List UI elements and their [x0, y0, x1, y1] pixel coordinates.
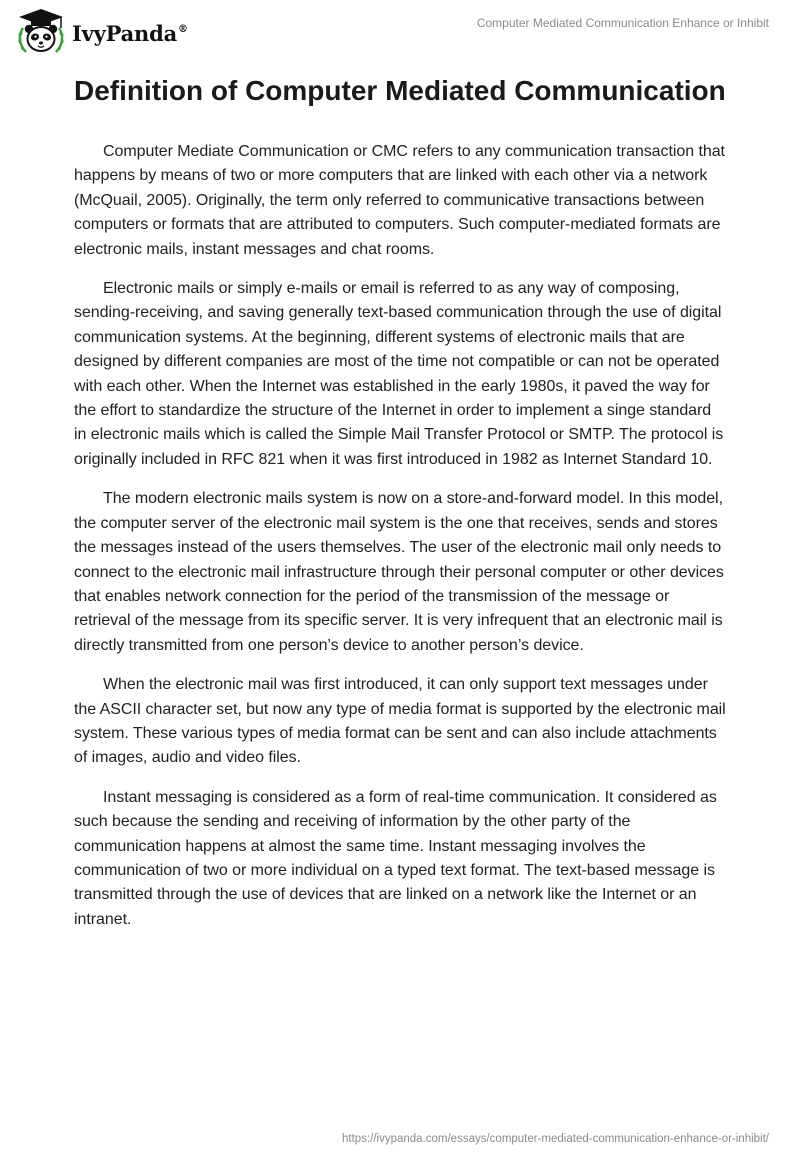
panda-graduate-icon	[14, 8, 68, 56]
logo-wordmark: IvyPanda®	[72, 20, 188, 46]
paragraph-3: The modern electronic mails system is now on a store-and-forward model. In this model, the computer server of the electronic mail system is the one that receives, sends and stores the messages instead of the users themselves. The user of the electronic mail only needs to connect to the electronic mail infrastructure through their personal computer or other devices that enables network connection for the period of the transmission of the message or retrieval of the message from its specific server. It is very infrequent that an electronic mail is directly transmitted from one person’s device to another person’s device.	[74, 490, 724, 654]
ivypanda-logo[interactable]	[14, 8, 188, 56]
paragraph-1: Computer Mediate Communication or CMC refers to any communication transaction that happens by means of two or more computers that are linked with each other via a network (McQuail, 2005). Originally, the term only referred to communicative transactions between computers or formats that are attributed to computers. Such computer-mediated formats are electronic mails, instant messages and chat rooms.	[74, 143, 725, 258]
page-title: Definition of Computer Mediated Communication	[74, 75, 726, 106]
article-body	[74, 72, 726, 947]
running-title: Computer Mediated Communication Enhance or Inhibit	[476, 16, 769, 30]
source-url-link[interactable]: https://ivypanda.com/essays/computer-mediated-communication-enhance-or-inhibit/	[342, 1133, 769, 1145]
paragraph-4: When the electronic mail was first introduced, it can only support text messages under the ASCII character set, but now any type of media format is supported by the electronic mail system. These various types of media format can be sent and can also include attachments of images, audio and video files.	[74, 676, 726, 767]
paragraph-5: Instant messaging is considered as a form of real-time communication. It considered as such because the sending and receiving of information by the other party of the communication happens at almost the same time. Instant messaging involves the communication of two or more individual on a typed text format. The text-based message is transmitted through the use of devices that are linked on a network like the Internet or an intranet.	[74, 788, 717, 928]
paragraph-2: Electronic mails or simply e-mails or email is referred to as any way of composing, sending-receiving, and saving generally text-based communication through the use of digital communication systems. At the beginning, different systems of electronic mails that are designed by different companies are most of the time not compatible or can not be operated with each other. When the Internet was established in the early 1980s, it paved the way for the effort to standardize the structure of the Internet in order to implement a singe standard in electronic mails which is called the Simple Mail Transfer Protocol or SMTP. The protocol is originally included in RFC 821 when it was first introduced in 1982 as Internet Standard 10.	[74, 280, 724, 468]
page-header	[0, 0, 800, 60]
